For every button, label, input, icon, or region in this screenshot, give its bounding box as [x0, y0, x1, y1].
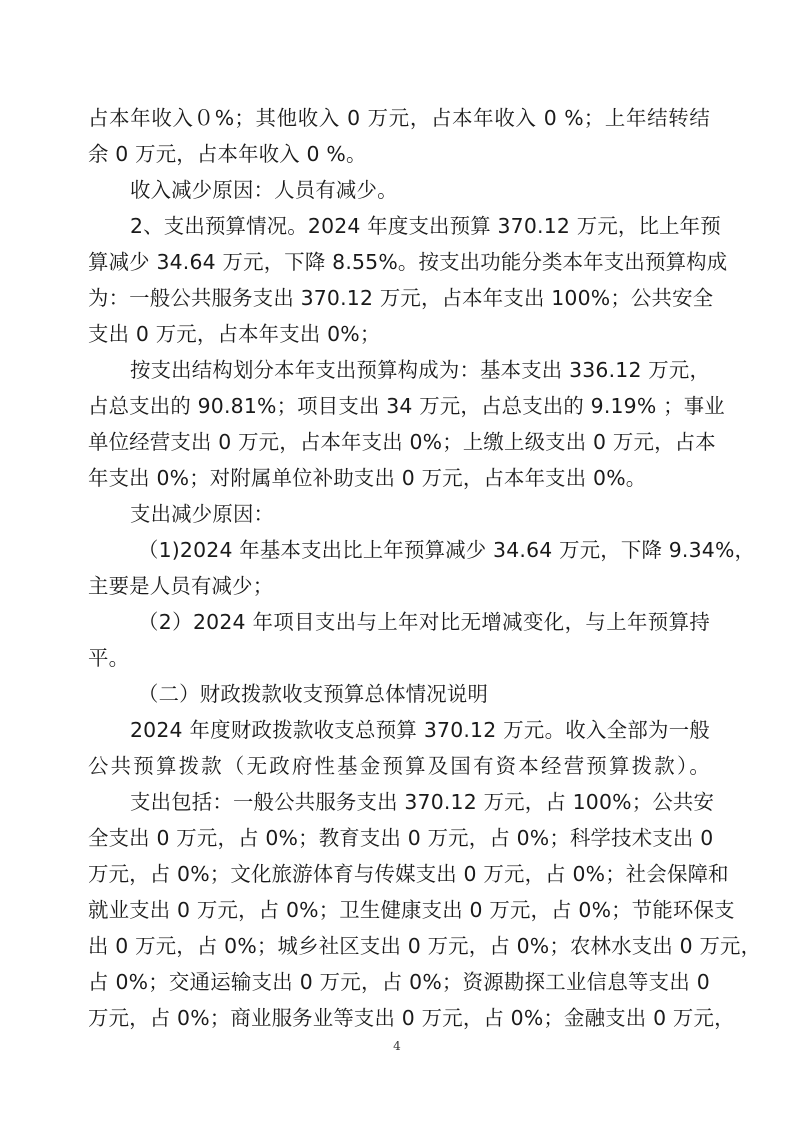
text-line: 万元，占 0%；商业服务业等支出 0 万元，占 0%；金融支出 0 万元， — [88, 1006, 735, 1030]
text-line: 支出包括：一般公共服务支出 370.12 万元，占 100%；公共安 — [130, 790, 715, 814]
text-line: 为：一般公共服务支出 370.12 万元，占本年支出 100%；公共安全 — [88, 286, 714, 310]
text-line: 余 0 万元，占本年收入 0 %。 — [88, 142, 367, 166]
text-line: 万元，占 0%；文化旅游体育与传媒支出 0 万元，占 0%；社会保障和 — [88, 862, 729, 886]
text-line: （1)2024 年基本支出比上年预算减少 34.64 万元，下降 9.34%， — [138, 538, 756, 562]
text-line: （2）2024 年项目支出与上年对比无增减变化，与上年预算持 — [138, 610, 710, 634]
page-number: 4 — [393, 1039, 401, 1053]
text-line: 占 0%；交通运输支出 0 万元，占 0%；资源勘探工业信息等支出 0 — [88, 970, 710, 994]
text-line: 主要是人员有减少； — [88, 574, 274, 598]
text-line: 占总支出的 90.81%；项目支出 34 万元，占总支出的 9.19% ；事业 — [88, 394, 725, 418]
text-line: 出 0 万元，占 0%；城乡社区支出 0 万元，占 0%；农林水支出 0 万元， — [88, 934, 762, 958]
text-line: 按支出结构划分本年支出预算构成为：基本支出 336.12 万元， — [130, 358, 711, 382]
section-heading: （二）财政拨款收支预算总体情况说明 — [138, 682, 489, 706]
text-line: 公共预算拨款（无政府性基金预算及国有资本经营预算拨款）。 — [88, 754, 710, 778]
text-line: 支出减少原因： — [130, 502, 275, 526]
text-line: 算减少 34.64 万元，下降 8.55%。按支出功能分类本年支出预算构成 — [88, 250, 728, 274]
text-line: 2、支出预算情况。2024 年度支出预算 370.12 万元，比上年预 — [130, 214, 721, 238]
text-line: 占本年收入０%；其他收入 0 万元，占本年收入 0 %；上年结转结 — [88, 106, 710, 130]
text-line: 单位经营支出 0 万元，占本年支出 0%；上缴上级支出 0 万元，占本 — [88, 430, 716, 454]
text-line: 平。 — [88, 646, 130, 670]
text-line: 支出 0 万元，占本年支出 0%； — [88, 322, 381, 346]
text-line: 2024 年度财政拨款收支总预算 370.12 万元。收入全部为一般 — [130, 718, 710, 742]
text-line: 就业支出 0 万元，占 0%；卫生健康支出 0 万元，占 0%；节能环保支 — [88, 898, 735, 922]
text-line: 全支出 0 万元，占 0%；教育支出 0 万元，占 0%；科学技术支出 0 — [88, 826, 714, 850]
text-line: 年支出 0%；对附属单位补助支出 0 万元，占本年支出 0%。 — [88, 466, 647, 490]
text-line: 收入减少原因：人员有减少。 — [130, 178, 398, 202]
